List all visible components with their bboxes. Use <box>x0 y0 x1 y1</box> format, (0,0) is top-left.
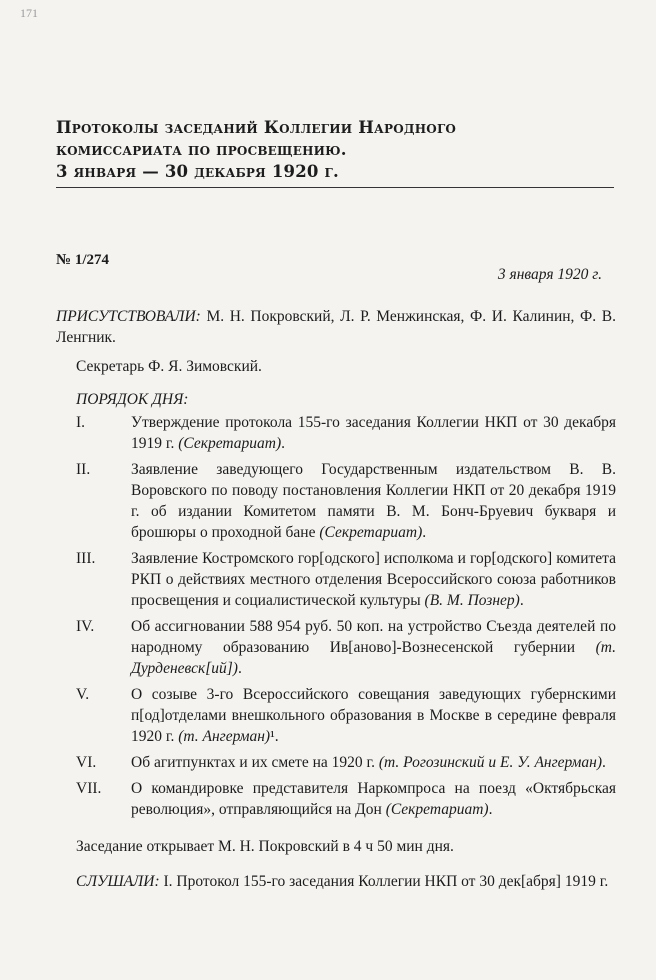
secretary-line: Секретарь Ф. Я. Зимовский. <box>76 358 262 375</box>
heard-text: I. Протокол 155-го заседания Коллегии НКП от 30 дек[абря] 1919 г. <box>163 873 609 890</box>
title-line-2: комиссариата по просвещению. <box>56 140 347 159</box>
agenda-item-number: III. <box>76 550 96 567</box>
agenda-item <box>56 684 616 747</box>
agenda-item-number: I. <box>76 414 86 431</box>
agenda-item <box>56 616 616 679</box>
agenda-item <box>56 412 616 454</box>
present-names: М. Н. Покровский, Л. Р. Менжинская, Ф. И. Калинин, Ф. В. Ленгник. <box>56 308 616 346</box>
agenda-item-text: Об ассигновании 588 954 руб. 50 коп. на устройство Съезда деятелей по народному образованию Ив[аново]-Вознесенской губернии (т. Дурденевск[ий]). <box>131 618 616 677</box>
session-opening: Заседание открывает М. Н. Покровский в 4 ч 50 мин дня. <box>76 838 454 855</box>
agenda-item-text: Заявление заведующего Государственным издательством В. В. Воровского по поводу постановления Коллегии НКП от 20 декабря 1919 г. об издании Комитетом памяти В. М. Бонч-Бруевич букваря и брошюры о проходной бане (Секретариат). <box>131 461 616 541</box>
agenda-item-number: VII. <box>76 780 102 797</box>
agenda-item-text: О командировке представителя Наркомпроса на поезд «Октябрьская революция», отправляющийся на Дон (Секретариат). <box>131 780 616 818</box>
page-number: 171 <box>20 6 38 20</box>
agenda-list <box>56 412 616 820</box>
protocol-body <box>56 306 616 892</box>
agenda-item-text: Утверждение протокола 155-го заседания Коллегии НКП от 30 декабря 1919 г. (Секретариат). <box>131 414 616 452</box>
agenda-item-text: Об агитпунктах и их смете на 1920 г. (т. Рогозинский и Е. У. Ангерман). <box>131 754 606 771</box>
heard-label: СЛУШАЛИ: <box>76 873 160 890</box>
present-paragraph <box>56 306 616 348</box>
agenda-item <box>56 778 616 820</box>
protocol-number: № 1/274 <box>56 252 109 268</box>
agenda-item-number: II. <box>76 461 91 478</box>
agenda-item <box>56 752 616 773</box>
present-label: ПРИСУТСТВОВАЛИ: <box>56 308 201 325</box>
protocol-date: 3 января 1920 г. <box>497 266 602 283</box>
heard-paragraph <box>76 871 616 892</box>
agenda-item-number: VI. <box>76 754 97 771</box>
title-line-1: Протоколы заседаний Коллегии Народного <box>56 118 457 137</box>
agenda-item-number: V. <box>76 686 90 703</box>
agenda-heading: ПОРЯДОК ДНЯ: <box>76 391 189 408</box>
agenda-item-number: IV. <box>76 618 95 635</box>
document-title <box>56 117 616 183</box>
agenda-item-text: Заявление Костромского гор[одского] исполкома и гор[одского] комитета РКП о действиях местного отделения Всероссийского союза работников просвещения и социалистической культуры (В. М. Познер). <box>131 550 616 609</box>
agenda-item <box>56 548 616 611</box>
title-line-3: 3 января — 30 декабря 1920 г. <box>56 162 339 181</box>
agenda-item-text: О созыве 3-го Всероссийского совещания заведующих губернскими п[од]отделами внешкольного образования в Москве в середине февраля 1920 г. (т. Ангерман)¹. <box>131 686 616 745</box>
title-divider <box>56 187 614 188</box>
agenda-item <box>56 459 616 543</box>
